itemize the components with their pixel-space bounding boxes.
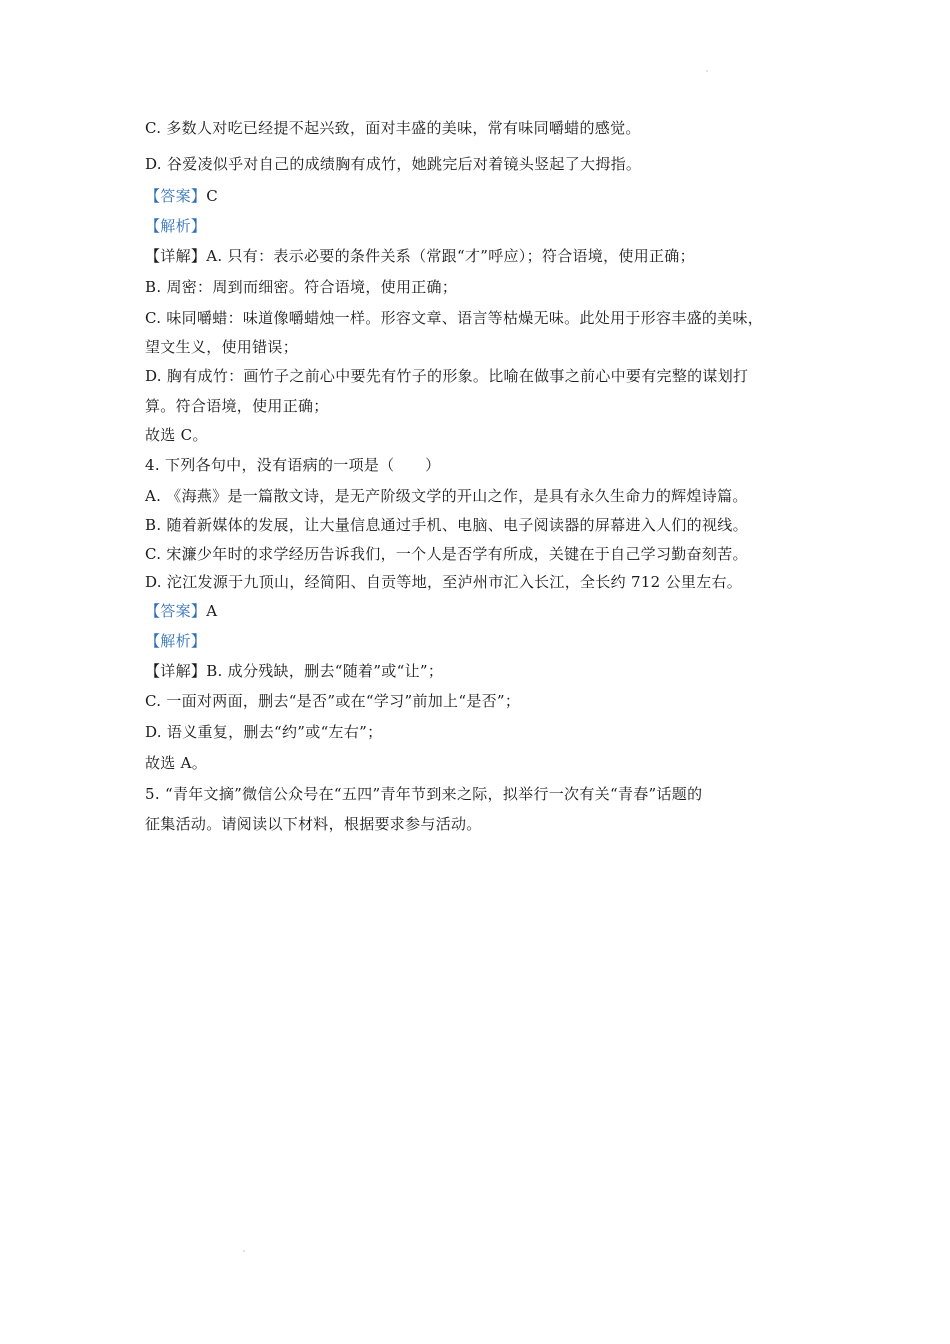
analysis-tag: 【解析】 <box>145 632 207 650</box>
option-d-q3: D. 谷爱凌似乎对自己的成绩胸有成竹，她跳完后对着镜头竖起了大拇指。 <box>145 155 642 173</box>
detail-line: C. 味同嚼蜡：味道像嚼蜡烛一样。形容文章、语言等枯燥无味。此处用于形容丰盛的美味， <box>145 309 764 327</box>
analysis-tag-q3 <box>145 216 206 236</box>
option-c-q4: C. 宋濂少年时的求学经历告诉我们，一个人是否学有所成，关键在于自己学习勤奋刻苦。 <box>145 545 748 563</box>
option-d-q4: D. 沱江发源于九顶山，经简阳、自贡等地，至泸州市汇入长江，全长约 712 公里左右。 <box>145 573 743 591</box>
option-a-q4: A. 《海燕》是一篇散文诗，是无产阶级文学的开山之作，是具有永久生命力的辉煌诗篇。 <box>145 487 748 505</box>
answer-tag: 【答案】 <box>145 602 207 620</box>
detail-line: C. 一面对两面，删去“是否”或在“学习”前加上“是否”； <box>145 692 521 710</box>
detail-line: 望文生义，使用错误； <box>145 338 299 356</box>
detail-line: D. 胸有成竹：画竹子之前心中要先有竹子的形象。比喻在做事之前心中要有完整的谋划打 <box>145 367 749 385</box>
question-5-stem: 征集活动。请阅读以下材料，根据要求参与活动。 <box>145 815 482 833</box>
detail-line: 【详解】B. 成分残缺，删去“随着”或“让”； <box>145 662 444 680</box>
conclusion-q4: 故选 A。 <box>145 754 208 772</box>
detail-line: 【详解】A. 只有：表示必要的条件关系（常跟“才”呼应）；符合语境，使用正确； <box>145 247 695 265</box>
answer-q3: 【答案】C <box>145 187 218 205</box>
analysis-tag-q4 <box>145 631 206 651</box>
detail-line: B. 周密：周到而细密。符合语境，使用正确； <box>145 278 458 296</box>
answer-q4: 【答案】A <box>145 602 218 620</box>
speck-mark <box>243 1250 245 1252</box>
detail-line: D. 语义重复，删去“约”或“左右”； <box>145 723 383 741</box>
conclusion-q3: 故选 C。 <box>145 426 208 444</box>
analysis-tag: 【解析】 <box>145 217 207 235</box>
speck-mark <box>706 70 708 72</box>
answer-tag: 【答案】 <box>145 187 207 205</box>
detail-line: 算。符合语境，使用正确； <box>145 397 329 415</box>
question-5-stem: 5. “青年文摘”微信公众号在“五四”青年节到来之际，拟举行一次有关“青春”话题的 <box>145 785 703 803</box>
option-b-q4: B. 随着新媒体的发展，让大量信息通过手机、电脑、电子阅读器的屏幕进入人们的视线。 <box>145 516 748 534</box>
option-c-q3: C. 多数人对吃已经提不起兴致，面对丰盛的美味，常有味同嚼蜡的感觉。 <box>145 119 641 137</box>
question-4-stem: 4. 下列各句中，没有语病的一项是（ ） <box>145 456 441 474</box>
